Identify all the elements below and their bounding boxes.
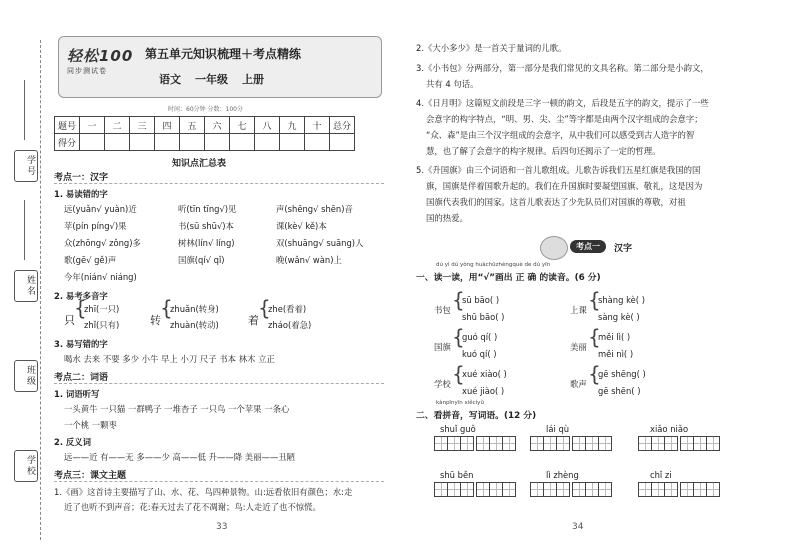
- write-pinyin: lì zhèng: [546, 470, 579, 480]
- pinyin-item: 远(yuǎn√ yuàn)近: [64, 204, 137, 214]
- choice-word: 上课: [570, 305, 587, 315]
- paragraph: 共有 4 句话。: [426, 79, 479, 89]
- page-title: 第五单元知识梳理＋考点精练: [145, 47, 302, 61]
- brace: {: [452, 288, 465, 312]
- score-input-cell[interactable]: [330, 134, 355, 151]
- choice-option: sū bāo( ): [462, 295, 500, 305]
- pinyin-item: 众(zhōng√ zǒng)多: [64, 238, 141, 248]
- duoyin-reading: zhe(看着): [268, 304, 307, 314]
- paragraph: 国旗代表我们的国家。这首儿歌表达了少先队员们对国旗的尊敬，对祖: [426, 197, 686, 207]
- score-header-cell: 四: [155, 117, 180, 134]
- score-header-cell: 七: [230, 117, 255, 134]
- paragraph: 旗，国旗是伴着国歌升起的。我们在升国旗时要凝望国旗、敬礼，这是因为: [426, 181, 703, 191]
- question-1: 一、读一读，用“√”画出 正 确 的读音。(6 分): [416, 273, 601, 283]
- section-badge: 考点一: [570, 240, 606, 253]
- duoyin-reading: zhǐ(只有): [84, 320, 120, 330]
- word-list: 一头黄牛 一只猫 一群鸭子 一堆杏子 一只鸟 一个苹果 一条心: [64, 404, 290, 414]
- paragraph: 5.《升国旗》由三个词语和一首儿歌组成。儿歌告诉我们五星红旗是我国的国: [416, 165, 701, 175]
- write-pinyin: shuǐ guǒ: [440, 424, 476, 434]
- margin-line: [24, 80, 25, 140]
- choice-word: 美丽: [570, 342, 587, 352]
- write-pinyin: lái qù: [546, 424, 570, 434]
- section-title: 2. 易考多音字: [54, 291, 108, 301]
- kp1-heading: 考点一：汉字: [54, 173, 109, 183]
- section-title: 2. 反义词: [54, 437, 92, 447]
- pinyin-item: 树林(lín√ líng): [178, 238, 235, 248]
- score-input-cell[interactable]: [155, 134, 180, 151]
- question-2: 二、看拼音，写词语。(12 分): [416, 411, 537, 421]
- choice-option: měi nì( ): [598, 349, 634, 359]
- paragraph: 2.《大小多少》是一首关于量词的儿歌。: [416, 43, 567, 53]
- pinyin-item: 苹(pín píng√)果: [64, 221, 127, 231]
- choice-option: shàng kè( ): [598, 295, 645, 305]
- time-info: 时间：60分钟 分数：100分: [168, 106, 243, 113]
- word-list: 一个桃 一颗枣: [64, 420, 117, 430]
- pinyin-annotation: kànpīnyīn xiěcíyǔ: [436, 400, 484, 406]
- writing-grid[interactable]: [530, 436, 611, 451]
- choice-word: 学校: [434, 379, 451, 389]
- binding-margin: [14, 40, 41, 540]
- pinyin-item: 听(tīn tīng√)见: [178, 204, 237, 214]
- duoyin-char: 着: [248, 314, 259, 327]
- choice-option: měi lì( ): [598, 332, 631, 342]
- section-title: 1. 词语听写: [54, 389, 100, 399]
- kp2-heading: 考点二：词语: [54, 373, 109, 383]
- pinyin-annotation: dú yì dú yòng huàchūzhèngquè de dú yīn: [436, 262, 551, 268]
- brace: {: [160, 296, 173, 320]
- easy-wrong-words: 喝水 去来 不要 多少 小牛 早上 小刀 尺子 书本 林木 立正: [64, 354, 275, 364]
- kp3-heading: 考点三：课文主题: [54, 471, 127, 481]
- score-header-cell: 九: [280, 117, 305, 134]
- brace: {: [74, 296, 87, 320]
- section-title: 1. 易读错的字: [54, 189, 108, 199]
- writing-grid[interactable]: [434, 482, 515, 497]
- page-number: 34: [572, 522, 584, 532]
- choice-option: shū bāo( ): [462, 312, 505, 322]
- writing-grid[interactable]: [638, 482, 719, 497]
- choice-option: xué xiào( ): [462, 369, 507, 379]
- margin-label-name: 姓名: [14, 270, 38, 302]
- score-table: [54, 116, 355, 151]
- score-row-label: 得分: [55, 134, 80, 151]
- duoyin-reading: zhuàn(转动): [170, 320, 219, 330]
- score-input-cell[interactable]: [80, 134, 105, 151]
- paragraph: 4.《日月明》这篇短文前段是三字一顿的韵文，后段是五字的韵文，提示了一些: [416, 98, 709, 108]
- score-input-cell[interactable]: [205, 134, 230, 151]
- duoyin-char: 转: [150, 314, 161, 327]
- brace: {: [588, 325, 601, 349]
- score-header-cell: 八: [255, 117, 280, 134]
- title-banner: [58, 36, 382, 98]
- score-header-cell: 三: [130, 117, 155, 134]
- margin-label-student-id: 学号: [14, 150, 38, 182]
- write-pinyin: chǐ zi: [650, 470, 672, 480]
- choice-option: kuó qí( ): [462, 349, 497, 359]
- choice-word: 歌声: [570, 379, 587, 389]
- score-header-cell: 一: [80, 117, 105, 134]
- score-input-cell[interactable]: [305, 134, 330, 151]
- brace: {: [588, 362, 601, 386]
- choice-option: gē shēn( ): [598, 386, 641, 396]
- section-badge-title: 汉字: [614, 244, 633, 254]
- duoyin-reading: zhī(一只): [84, 304, 120, 314]
- score-header-cell: 六: [205, 117, 230, 134]
- write-pinyin: xiǎo niǎo: [650, 424, 689, 434]
- score-input-cell[interactable]: [230, 134, 255, 151]
- subject-line: 语文 一年级 上册: [159, 73, 264, 86]
- pinyin-item: 晚(wǎn√ wàn)上: [276, 255, 342, 265]
- brace: {: [452, 362, 465, 386]
- write-pinyin: shū běn: [440, 470, 474, 480]
- pinyin-item: 声(shēng√ shēn)音: [276, 204, 353, 214]
- choice-option: sàng kè( ): [598, 312, 640, 322]
- score-header-cell: 二: [105, 117, 130, 134]
- writing-grid[interactable]: [530, 482, 611, 497]
- score-header-cell: 题号: [55, 117, 80, 134]
- mascot-icon: [540, 236, 568, 260]
- divider: [54, 481, 384, 482]
- divider: [54, 383, 384, 384]
- score-input-cell[interactable]: [130, 134, 155, 151]
- choice-word: 国旗: [434, 342, 451, 352]
- choice-option: gē shēng( ): [598, 369, 646, 379]
- pinyin-item: 书(sū shū√)本: [178, 221, 234, 231]
- antonym-list: 远——近 有——无 多——少 高——低 升——降 美丽——丑陋: [64, 452, 296, 462]
- paragraph: “众、森”是由三个汉字组成的会意字，从中我们可以感受到古人造字的智: [426, 130, 695, 140]
- brace: {: [588, 288, 601, 312]
- choice-word: 书包: [434, 305, 451, 315]
- score-input-cell[interactable]: [255, 134, 280, 151]
- margin-label-school: 学校: [14, 450, 38, 482]
- pinyin-item: 课(kè√ kě)本: [276, 221, 327, 231]
- section-title: 3. 易写错的字: [54, 339, 108, 349]
- score-header-cell: 总分: [330, 117, 355, 134]
- pinyin-item: 双(shuāng√ suāng)人: [276, 238, 364, 248]
- score-input-cell[interactable]: [105, 134, 130, 151]
- duoyin-reading: zháo(着急): [268, 320, 312, 330]
- theme-text: 近了也听不到声音；花:春天过去了花不凋谢；鸟:人走近了也不惊慌。: [64, 502, 321, 512]
- score-header-cell: 十: [305, 117, 330, 134]
- margin-label-class: 班级: [14, 360, 38, 392]
- brace: {: [452, 325, 465, 349]
- paragraph: 3.《小书包》分两部分，第一部分是我们常见的文具名称。第二部分是小韵文，: [416, 63, 709, 73]
- summary-title: 知识点汇总表: [172, 159, 227, 169]
- pinyin-item: 国旗(qí√ qǐ): [178, 255, 225, 265]
- paragraph: 慧，也了解了会意字的构字规律。后四句还揭示了一定的哲理。: [426, 146, 661, 156]
- brace: {: [258, 296, 271, 320]
- right-page: [400, 0, 800, 560]
- pinyin-item: 歌(gē√ gě)声: [64, 255, 117, 265]
- choice-option: guó qí( ): [462, 332, 498, 342]
- score-input-cell[interactable]: [280, 134, 305, 151]
- theme-text: 1.《画》这首诗主要描写了山、水、花、鸟四种景物。山:远看依旧有颜色；水:走: [54, 487, 353, 497]
- brand-logo: 轻松100 同步测试卷: [67, 47, 134, 75]
- divider: [54, 183, 384, 184]
- duoyin-reading: zhuǎn(转身): [170, 304, 219, 314]
- choice-option: xué jiào( ): [462, 386, 505, 396]
- duoyin-char: 只: [64, 314, 75, 327]
- paragraph: 会意字的构字特点，“明、男、尖、尘”等字都是由两个汉字组成的会意字；: [426, 114, 703, 124]
- score-header-cell: 五: [180, 117, 205, 134]
- score-input-cell[interactable]: [180, 134, 205, 151]
- pinyin-item: 今年(nián√ niáng): [64, 272, 137, 282]
- writing-grid[interactable]: [434, 436, 515, 451]
- page-number: 33: [216, 522, 228, 532]
- margin-line: [24, 200, 25, 260]
- paragraph: 国的热爱。: [426, 213, 468, 223]
- writing-grid[interactable]: [638, 436, 719, 451]
